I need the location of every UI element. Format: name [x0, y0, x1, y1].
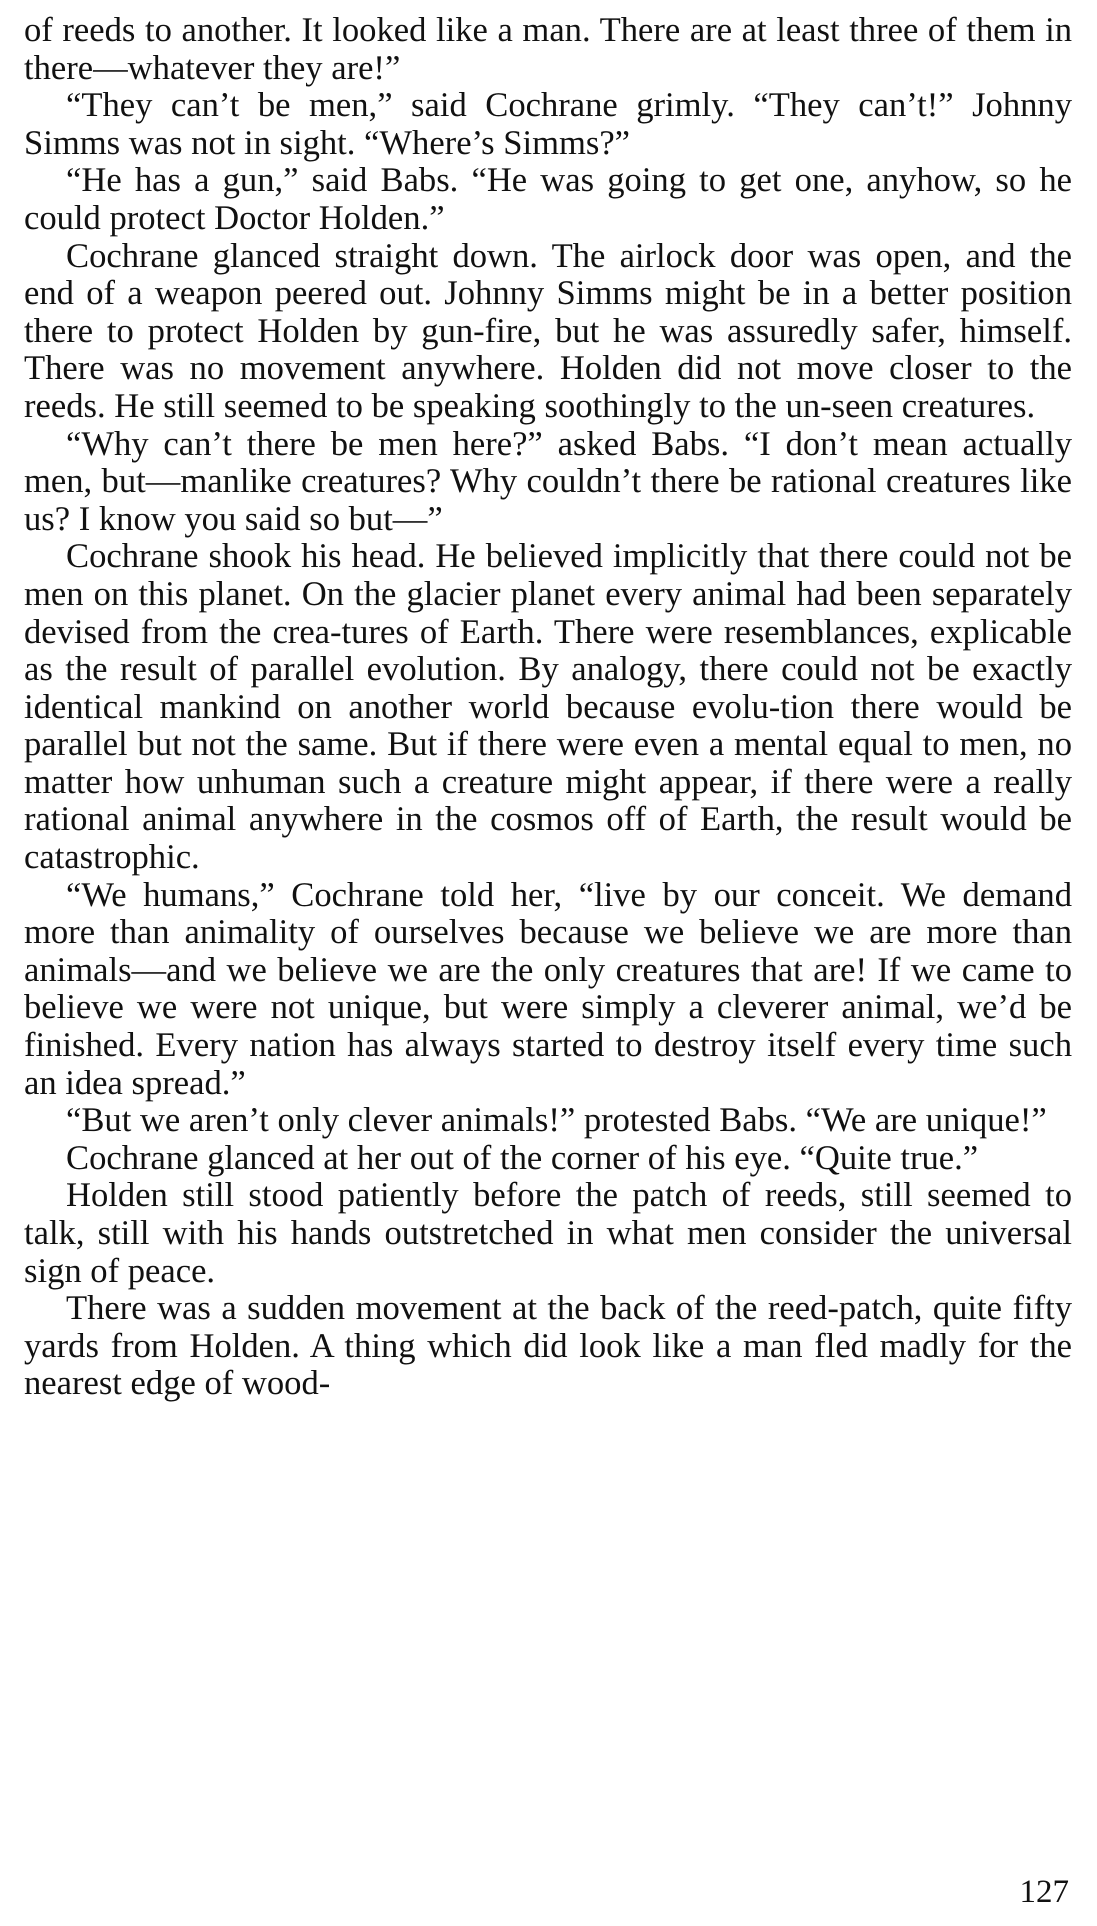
- page-text-body: [24, 12, 1072, 1403]
- paragraph-7: “We humans,” Cochrane told her, “live by our conceit. We demand more than animality of ourselves because we believe we are more than animals—and we believe we are the only creatures that are! If we came to believe we were not unique, but were simply a cleverer animal, we’d be finished. Every nation has always started to destroy itself every time such an idea spread.”: [24, 875, 1072, 1102]
- paragraph-11: There was a sudden movement at the back of the reed-patch, quite fifty yards from Holden. A thing which did look like a man fled madly for the nearest edge of wood-: [24, 1289, 1072, 1403]
- paragraph-2: “They can’t be men,” said Cochrane grimly. “They can’t!” Johnny Simms was not in sight. “Where’s Simms?”: [24, 86, 1072, 162]
- paragraph-4: Cochrane glanced straight down. The airlock door was open, and the end of a weapon peered out. Johnny Simms might be in a better position there to protect Holden by gun-fire, but he was assuredly safer, himself. There was no movement anywhere. Holden did not move closer to the reeds. He still seemed to be speaking soothingly to the un-seen creatures.: [24, 236, 1072, 425]
- paragraph-9: Cochrane glanced at her out of the corner of his eye. “Quite true.”: [66, 1138, 979, 1177]
- paragraph-8: “But we aren’t only clever animals!” protested Babs. “We are unique!”: [66, 1101, 1047, 1140]
- page-number: 127: [1019, 1874, 1069, 1910]
- paragraph-5: “Why can’t there be men here?” asked Babs. “I don’t mean actually men, but—manlike creatures? Why couldn’t there be rational creatures like us? I know you said so but—”: [24, 424, 1072, 538]
- paragraph-3: “He has a gun,” said Babs. “He was going to get one, anyhow, so he could protect Doctor Holden.”: [24, 161, 1072, 237]
- paragraph-1: of reeds to another. It looked like a man. There are at least three of them in there—whatever they are!”: [24, 11, 1072, 87]
- paragraph-6: Cochrane shook his head. He believed implicitly that there could not be men on this planet. On the glacier planet every animal had been separately devised from the crea-tures of Earth. There were resemblances, explicable as the result of parallel evolution. By analogy, there could not be exactly identical mankind on another world because evolu-tion there would be parallel but not the same. But if there were even a mental equal to men, no matter how unhuman such a creature might appear, if there were a really rational animal anywhere in the cosmos off of Earth, the result would be catastrophic.: [24, 537, 1072, 877]
- paragraph-10: Holden still stood patiently before the patch of reeds, still seemed to talk, still with his hands outstretched in what men consider the universal sign of peace.: [24, 1176, 1072, 1290]
